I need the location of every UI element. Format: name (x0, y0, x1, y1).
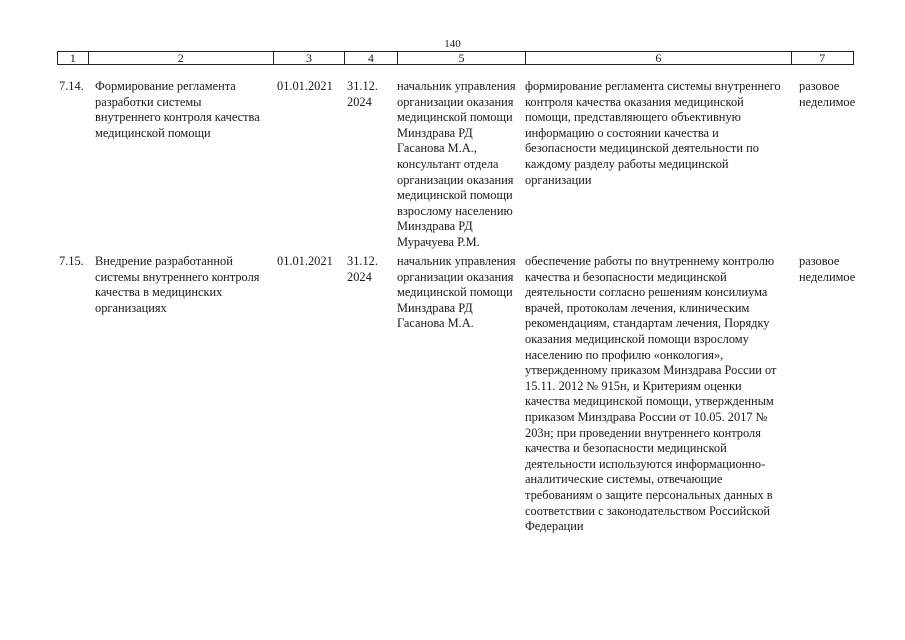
text-line: организации (525, 172, 592, 187)
text-line: 2024 (347, 269, 372, 284)
column-header-2: 2 (88, 52, 273, 65)
text-line: аналитические системы, отвечающие (525, 472, 723, 487)
text-line: 2024 (347, 94, 372, 109)
table-row (57, 79, 854, 254)
column-header-4: 4 (345, 52, 398, 65)
text-line: требованиям о защите персональных данных в (525, 487, 773, 502)
text-line: Минздрава РД (397, 300, 473, 315)
text-line: внутреннего контроля качества (95, 110, 260, 125)
text-line: качества и безопасности медицинской (525, 441, 727, 456)
text-line: Минздрава РД (397, 219, 473, 234)
text-line: взрослому населению (397, 203, 513, 218)
text-line: оказания медицинской помощи взрослому (525, 331, 749, 346)
text-line: организациях (95, 300, 167, 315)
column-header-7: 7 (791, 52, 853, 65)
end-date (347, 79, 387, 110)
column-header-1: 1 (58, 52, 89, 65)
text-line: 01.01.2021 (277, 254, 333, 268)
end-date (347, 254, 387, 285)
responsible (397, 254, 525, 332)
text-line: неделимое (799, 269, 856, 284)
column-header-3: 3 (273, 52, 344, 65)
start-date (277, 79, 339, 95)
text-line: разработки системы (95, 94, 202, 109)
expected-result (525, 79, 795, 188)
text-line: неделимое (799, 94, 856, 109)
text-line: 01.01.2021 (277, 79, 333, 93)
text-line: консультант отдела (397, 156, 499, 171)
text-line: разовое (799, 254, 840, 268)
text-line: населению по профилю «онкология», (525, 347, 724, 362)
text-line: деятельности используются информационно- (525, 456, 766, 471)
text-line: соответствии с законодательством Российской (525, 503, 771, 518)
column-header-5: 5 (397, 52, 526, 65)
table-body (57, 79, 854, 544)
text-line: рекомендациям, стандартам лечения, Порядку (525, 316, 770, 331)
text-line: каждому разделу работы медицинской (525, 156, 729, 171)
text-line: медицинской помощи (397, 285, 513, 300)
page-number: 140 (444, 38, 461, 50)
measure-type (799, 254, 859, 285)
text-line: начальник управления (397, 254, 516, 268)
text-line: качества в медицинских (95, 285, 223, 300)
text-line: приказом Минздрава России от 10.05. 2017 № (525, 409, 768, 424)
text-line: Минздрава РД (397, 125, 473, 140)
text-line: безопасности медицинской деятельности по (525, 141, 759, 156)
text-line: медицинской помощи (397, 110, 513, 125)
expected-result (525, 254, 795, 535)
text-line: информацию о состоянии качества и (525, 125, 719, 140)
row-number: 7.14. (59, 79, 84, 93)
text-line: системы внутреннего контроля (95, 269, 260, 284)
text-line: организации оказания (397, 94, 514, 109)
text-line: Гасанова М.А. (397, 316, 474, 331)
measure-name (95, 254, 275, 316)
start-date (277, 254, 339, 270)
text-line: врачей, протоколам лечения, клиническим (525, 300, 750, 315)
text-line: Федерации (525, 519, 584, 534)
column-header-6: 6 (526, 52, 791, 65)
text-line: разовое (799, 79, 840, 93)
column-number-header (57, 51, 854, 65)
text-line: формирование регламента системы внутреннего (525, 79, 781, 93)
text-line: организации оказания (397, 172, 514, 187)
text-line: качества медицинской помощи, утвержденным (525, 394, 774, 409)
text-line: качества и безопасности медицинской (525, 269, 727, 284)
text-line: 15.11. 2012 № 915н, и Критериям оценки (525, 378, 742, 393)
text-line: контроля качества оказания медицинской (525, 94, 744, 109)
measure-name (95, 79, 275, 141)
text-line: помощи, представляющего объективную (525, 110, 741, 125)
text-line: Внедрение разработанной (95, 254, 233, 268)
table-row (57, 254, 854, 544)
text-line: Мурачуева Р.М. (397, 234, 480, 249)
measure-type (799, 79, 859, 110)
text-line: организации оказания (397, 269, 514, 284)
text-line: 203н; при проведении внутреннего контроля (525, 425, 761, 440)
responsible (397, 79, 525, 251)
text-line: 31.12. (347, 79, 378, 93)
text-line: утвержденному приказом Минздрава России от (525, 363, 777, 378)
row-number: 7.15. (59, 254, 84, 268)
text-line: медицинской помощи (397, 188, 513, 203)
text-line: начальник управления (397, 79, 516, 93)
text-line: 31.12. (347, 254, 378, 268)
text-line: медицинской помощи (95, 125, 211, 140)
text-line: Формирование регламента (95, 79, 236, 93)
text-line: обеспечение работы по внутреннему контролю (525, 254, 775, 268)
text-line: Гасанова М.А., (397, 141, 477, 156)
text-line: деятельности согласно решениям консилиума (525, 285, 768, 300)
